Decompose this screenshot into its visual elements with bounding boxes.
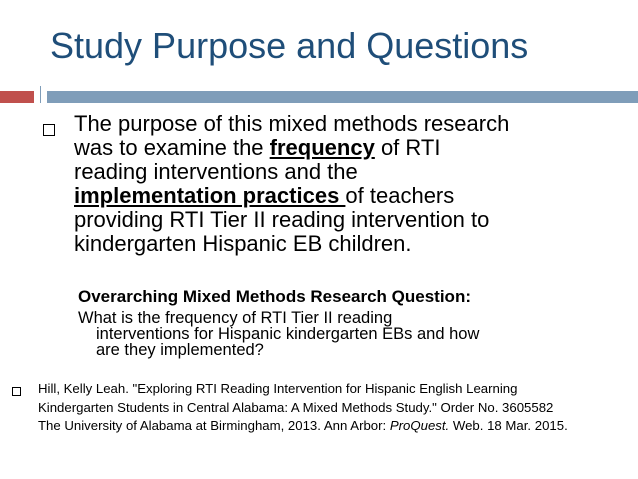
citation-source-italic: ProQuest. <box>389 418 450 433</box>
purpose-paragraph <box>74 112 574 256</box>
citation-line: Hill, Kelly Leah. "Exploring RTI Reading Intervention for Hispanic English Learning <box>38 381 518 396</box>
research-question-heading: Overarching Mixed Methods Research Question: <box>78 287 471 306</box>
research-question-text <box>78 310 578 358</box>
purpose-line: kindergarten Hispanic EB children. <box>74 231 412 256</box>
square-bullet-icon <box>43 124 55 136</box>
purpose-line: providing RTI Tier II reading intervention to <box>74 207 490 232</box>
citation-line: Kindergarten Students in Central Alabama: A Mixed Methods Study." Order No. 3605582 <box>38 399 554 415</box>
title-rule-blue-segment <box>47 91 638 103</box>
citation-text: Web. 18 Mar. 2015. <box>449 418 568 433</box>
purpose-line: reading interventions and the <box>74 159 358 184</box>
citation-line <box>38 417 628 436</box>
question-line: What is the frequency of RTI Tier II reading <box>78 309 393 327</box>
slide-title: Study Purpose and Questions <box>50 25 529 66</box>
title-rule-divider <box>40 86 41 103</box>
purpose-emphasis-frequency: frequency <box>269 135 375 160</box>
citation <box>38 380 628 436</box>
citation-text: The University of Alabama at Birmingham, 2013. Ann Arbor: <box>38 418 390 433</box>
question-line: interventions for Hispanic kindergarten EBs and how <box>96 325 480 343</box>
title-rule-red-segment <box>0 91 34 103</box>
purpose-line: of RTI <box>374 135 441 160</box>
square-bullet-icon <box>12 387 21 396</box>
purpose-line: of teachers <box>345 183 455 208</box>
purpose-emphasis-implementation: implementation practices <box>74 183 346 208</box>
question-line: are they implemented? <box>96 341 264 359</box>
purpose-line: was to examine the <box>74 135 270 160</box>
purpose-line: The purpose of this mixed methods research <box>74 111 510 136</box>
